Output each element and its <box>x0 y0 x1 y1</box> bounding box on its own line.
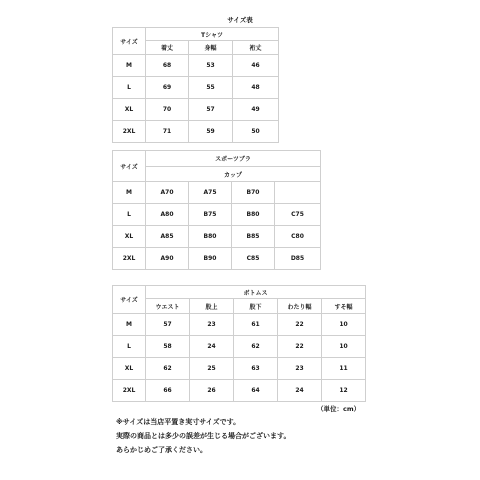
value-cell: 68 <box>146 55 189 77</box>
value-cell: 12 <box>322 380 366 402</box>
size-cell: L <box>113 204 146 226</box>
column-header: 身幅 <box>189 41 233 55</box>
note-line: ※サイズは当店平置き実寸サイズです。 <box>116 418 241 426</box>
value-cell: 24 <box>190 336 234 358</box>
table-row <box>113 77 279 99</box>
table-row <box>113 314 366 336</box>
cup-header: カップ <box>146 167 321 182</box>
value-cell: 48 <box>233 77 279 99</box>
value-cell: 26 <box>190 380 234 402</box>
group-header: ボトムス <box>146 286 366 299</box>
tshirt-size-table <box>112 27 279 143</box>
column-header: 裄丈 <box>233 41 279 55</box>
value-cell: C75 <box>275 204 321 226</box>
value-cell: 25 <box>190 358 234 380</box>
value-cell: 64 <box>234 380 278 402</box>
value-cell <box>275 182 321 204</box>
size-cell: XL <box>113 99 146 121</box>
size-cell: XL <box>113 226 146 248</box>
value-cell: 69 <box>146 77 189 99</box>
value-cell: 57 <box>189 99 233 121</box>
value-cell: 59 <box>189 121 233 143</box>
value-cell: 66 <box>146 380 190 402</box>
value-cell: A75 <box>189 182 232 204</box>
note-line: あらかじめご了承ください。 <box>116 446 207 454</box>
table-row <box>113 380 366 402</box>
column-header: わたり幅 <box>278 299 322 314</box>
value-cell: B80 <box>189 226 232 248</box>
value-cell: 57 <box>146 314 190 336</box>
column-header: 股上 <box>190 299 234 314</box>
size-header: サイズ <box>113 28 146 55</box>
value-cell: B70 <box>232 182 275 204</box>
value-cell: B90 <box>189 248 232 270</box>
value-cell: C80 <box>275 226 321 248</box>
value-cell: D85 <box>275 248 321 270</box>
value-cell: 23 <box>190 314 234 336</box>
page-title: サイズ表 <box>227 16 253 24</box>
value-cell: 62 <box>146 358 190 380</box>
value-cell: 71 <box>146 121 189 143</box>
table-row <box>113 55 279 77</box>
value-cell: A70 <box>146 182 189 204</box>
value-cell: 46 <box>233 55 279 77</box>
table-row <box>113 182 321 204</box>
value-cell: 23 <box>278 358 322 380</box>
value-cell: 63 <box>234 358 278 380</box>
group-header: Tシャツ <box>146 28 279 41</box>
group-header: スポーツブラ <box>146 151 321 167</box>
size-cell: L <box>113 77 146 99</box>
value-cell: 22 <box>278 314 322 336</box>
value-cell: A85 <box>146 226 189 248</box>
column-header: すそ幅 <box>322 299 366 314</box>
value-cell: A90 <box>146 248 189 270</box>
table-row <box>113 358 366 380</box>
size-header: サイズ <box>113 151 146 182</box>
size-cell: L <box>113 336 146 358</box>
size-cell: M <box>113 314 146 336</box>
value-cell: B75 <box>189 204 232 226</box>
size-cell: M <box>113 55 146 77</box>
note-line: 実際の商品とは多少の誤差が生じる場合がございます。 <box>116 432 291 440</box>
value-cell: 62 <box>234 336 278 358</box>
value-cell: A80 <box>146 204 189 226</box>
value-cell: 11 <box>322 358 366 380</box>
size-cell: 2XL <box>113 380 146 402</box>
table-row <box>113 204 321 226</box>
value-cell: C85 <box>232 248 275 270</box>
value-cell: 70 <box>146 99 189 121</box>
value-cell: 49 <box>233 99 279 121</box>
value-cell: 58 <box>146 336 190 358</box>
table-row <box>113 121 279 143</box>
column-header: ウエスト <box>146 299 190 314</box>
table-row <box>113 248 321 270</box>
value-cell: 10 <box>322 336 366 358</box>
value-cell: 53 <box>189 55 233 77</box>
table-row <box>113 99 279 121</box>
value-cell: 24 <box>278 380 322 402</box>
value-cell: B85 <box>232 226 275 248</box>
value-cell: 61 <box>234 314 278 336</box>
column-header: 股下 <box>234 299 278 314</box>
size-header: サイズ <box>113 286 146 314</box>
value-cell: 22 <box>278 336 322 358</box>
table-row <box>113 336 366 358</box>
bottoms-size-table <box>112 285 366 402</box>
column-header: 着丈 <box>146 41 189 55</box>
value-cell: 55 <box>189 77 233 99</box>
value-cell: 50 <box>233 121 279 143</box>
value-cell: 10 <box>322 314 366 336</box>
size-cell: XL <box>113 358 146 380</box>
table-row <box>113 226 321 248</box>
unit-label: （単位：cm） <box>317 405 361 413</box>
size-cell: M <box>113 182 146 204</box>
sports-bra-size-table <box>112 150 321 270</box>
size-cell: 2XL <box>113 248 146 270</box>
size-cell: 2XL <box>113 121 146 143</box>
value-cell: B80 <box>232 204 275 226</box>
